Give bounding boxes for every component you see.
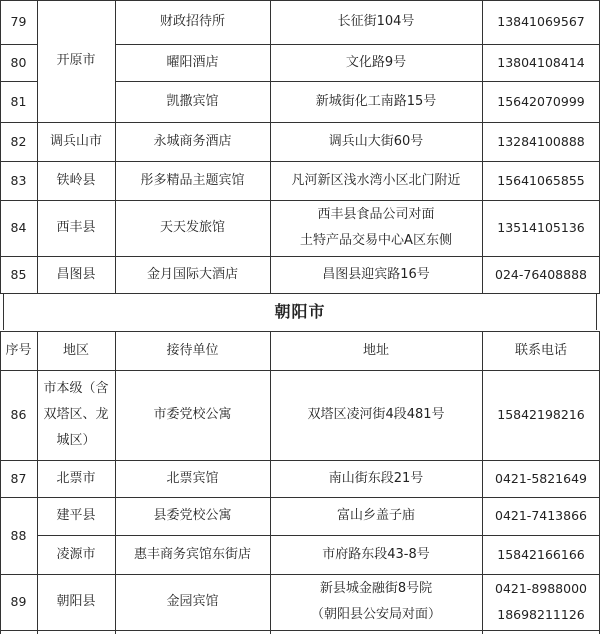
phone-cell: 13514105136 [497,220,585,235]
phone-cell: 15642070999 [497,93,585,109]
region-cell: 朝阳县 [56,594,96,609]
header-unit: 接待单位 [166,342,219,358]
address-line: （朝阳县公安局对面） [310,607,441,622]
header-seq: 序号 [5,342,32,358]
unit-cell: 天天发旅馆 [159,220,225,235]
region-cell: 昌图县 [56,266,96,282]
seq-cell: 80 [10,54,27,70]
seq-cell: 88 [10,527,27,543]
address-cell: 文化路9号 [345,54,407,70]
region-line: 双塔区、龙 [43,407,109,422]
address-line: 新县城金融街8号院 [319,581,433,596]
address-line: 土特产品交易中心A区东侧 [300,233,452,248]
phone-cell: 0421-5821649 [495,470,587,486]
phone-cell: 15842166166 [497,546,585,562]
address-cell: 调兵山大街60号 [328,133,424,149]
region-cell: 开原市 [56,53,96,68]
seq-cell: 79 [10,14,27,29]
address-cell: 昌图县迎宾路16号 [322,266,430,282]
unit-cell: 财政招待所 [159,14,225,29]
region-cell: 调兵山市 [49,133,102,149]
header-phone: 联系电话 [514,342,567,358]
region-cell: 凌源市 [56,546,96,562]
seq-cell: 82 [10,133,27,149]
phone-cell: 13284100888 [497,133,585,149]
address-cell: 凡河新区浅水湾小区北门附近 [291,172,461,188]
address-cell: 市府路东段43-8号 [322,546,430,562]
phone-cell: 024-76408888 [495,266,587,282]
grid-line [0,630,600,631]
phone-cell [482,574,600,630]
address-cell [270,200,482,256]
phone-cell: 13841069567 [497,14,585,29]
address-cell: 南山街东段21号 [328,470,424,486]
unit-cell: 曜阳酒店 [166,54,219,70]
unit-cell: 惠丰商务宾馆东街店 [133,546,251,562]
seq-cell: 84 [10,220,27,235]
region-cell [37,370,115,460]
unit-cell: 北票宾馆 [166,470,219,486]
address-cell: 富山乡盖子庙 [336,508,415,523]
unit-cell: 金园宾馆 [166,594,219,609]
phone-cell: 13804108414 [497,54,585,70]
section-title: 朝阳市 [274,302,326,321]
region-cell: 铁岭县 [56,172,96,188]
region-cell: 建平县 [56,508,96,523]
unit-cell: 县委党校公寓 [153,508,232,523]
region-line: 城区） [56,433,96,448]
seq-cell: 85 [10,266,27,282]
phone-cell: 0421-7413866 [495,508,587,523]
header-region: 地区 [62,342,89,358]
seq-cell: 87 [10,470,27,486]
phone-cell: 15842198216 [497,407,585,422]
unit-cell: 金月国际大酒店 [146,266,238,282]
address-line: 西丰县食品公司对面 [317,207,435,222]
address-cell: 长征街104号 [337,14,415,29]
phone-line: 18698211126 [497,607,585,622]
unit-cell: 凯撒宾馆 [166,93,219,109]
address-cell [270,574,482,630]
header-address: 地址 [362,342,389,358]
seq-cell: 83 [10,172,27,188]
region-cell: 西丰县 [56,220,96,235]
address-cell: 双塔区凌河街4段481号 [307,407,445,422]
seq-cell: 81 [10,93,27,109]
phone-line: 0421-8988000 [495,581,587,596]
unit-cell: 市委党校公寓 [153,407,232,422]
unit-cell: 彤多精品主题宾馆 [140,172,245,188]
seq-cell: 86 [10,407,27,422]
unit-cell: 永城商务酒店 [153,133,232,149]
region-cell: 北票市 [56,470,96,486]
address-cell: 新城街化工南路15号 [315,93,437,109]
phone-cell: 15641065855 [497,172,585,188]
region-line: 市本级（含 [43,381,109,396]
seq-cell: 89 [10,594,27,609]
